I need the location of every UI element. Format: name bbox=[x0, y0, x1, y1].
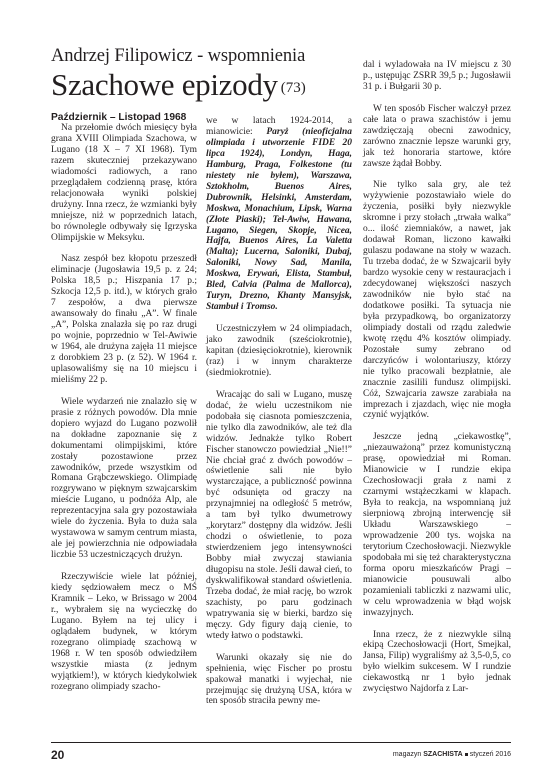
episode-number: (73) bbox=[280, 80, 306, 96]
paragraph: Uczestniczyłem w 24 olimpiadach, jako zawodnik (sześciokrotnie), kapitan (dziesięciokrotnie), kierownik (raz) i w innym charakterze (siedmiokrotnie). bbox=[206, 324, 352, 378]
footer-magazine-info bbox=[393, 751, 511, 758]
paragraph: Warunki okazały się nie do spełnienia, więc Fischer po prostu spakował manatki i wyjechał, nie przejmując się drużyną USA, która w ten sposób straciła pewny me- bbox=[206, 652, 352, 707]
article-header bbox=[51, 46, 321, 101]
title-row bbox=[51, 69, 321, 101]
magazine-name: SZACHISTA bbox=[423, 751, 463, 758]
text-column-2 bbox=[206, 116, 352, 721]
olympiad-cities: Paryż (nieoficjalna olimpiada i utworzenie FIDE 20 lipca 1924), Londyn, Haga, Hamburg, Praga, Folkestone (tu niestety nie byłem), Warszawa, Sztokholm, Buenos Aires, Dubrownik, Helsinki, Amsterdam, Moskwa, Monachium, Lipsk, Warna (Złote Piaski); Tel-Awiw, Hawana, Lugano, Siegen, Skopje, Nicea, Hajfa, Buenos Aires, La Valetta (Malta); Lucerna, Saloniki, Dubaj, Saloniki, Nowy Sad, Manila, Moskwa, Erywań, Elista, Stambuł, Bled, Calvia (Palma de Mallorca), Turyn, Drezno, Khanty Mansyjsk, Stambuł i Tromso. bbox=[206, 126, 352, 313]
paragraph: Nasz zespół bez kłopotu przeszedł eliminacje (Jugosławia 19,5 p. z 24; Polska 18,5 p.; Hiszpania 17 p.; Szkocja 12,5 p. itd.), w których grało 7 zespołów, a dwa pierwsze awansowały do finału „A”. W finale „A”, Polska znalazła się po raz drugi po wojnie, poprzednio w Tel-Awiwie w 1964, ale drużyna zajęła 11 miejsce z dorobkiem 23 p. (z 52). W 1964 r. uplasowaliśmy się na 10 miejscu i mieliśmy 22 p. bbox=[51, 254, 197, 385]
paragraph-text: we w latach 1924-2014, a mianowicie: bbox=[206, 116, 352, 137]
paragraph: Jeszcze jedną „ciekawostkę”, „niezauważoną” przez komunistyczną prasę, opowiedział mi Roman. Mianowicie w I rundzie ekipa Czechosłowacji grała z nami z czarnymi wstążeczkami w klapach. Była to reakcja, na wspomnianą już sierpniową zbrojną interwencję sił Układu Warszawskiego – wprowadzenie 200 tys. wojska na terytorium Czechosłowacji. Niezwykle spodobała mi się też charakterystyczna forma oporu mieszkańców Pragi – mianowicie pousuwali albo pozamieniali tabliczki z nazwami ulic, w celu wprowadzenia w błąd wojsk inwazyjnych. bbox=[363, 432, 511, 618]
paragraph: W ten sposób Fischer walczył przez całe lata o prawa szachistów i jemu zawdzięczają obecni zawodnicy, zarówno znacznie lepsze warunki gry, jak też honoraria startowe, które zawsze żądał Bobby. bbox=[363, 103, 511, 169]
article-title: Szachowe epizody bbox=[51, 67, 278, 102]
separator-square-icon bbox=[465, 753, 468, 756]
dateline: Październik – Listopad 1968 bbox=[51, 112, 187, 123]
magazine-prefix: magazyn bbox=[392, 751, 424, 758]
paragraph: Inna rzecz, że z niezwykle silną ekipą Czechosłowacji (Hort, Smejkal, Jansa, Filip) wygraliśmy aż 3,5-0,5, co było wielkim sukcesem. W I rundzie ciekawostką nr 1 było jednak zwycięstwo Najdorfa z Lar- bbox=[363, 629, 511, 695]
paragraph: Wiele wydarzeń nie znalazło się w prasie z różnych powodów. Dla mnie dopiero wyjazd do Lugano pozwolił na dokładne zapoznanie się z dokumentami olimpijskimi, które zostały pozostawione przez zawodników, przede wszystkim od Romana Grąbczewskiego. Olimpiadę rozgrywano w pięknym szwajcarskim mieście Lugano, u podnóża Alp, ale reprezentacyjna sala gry pozostawiała wiele do życzenia. Była to duża sala wystawowa w samym centrum miasta, ale jej powierzchnia nie odpowiadała liczbie 53 uczestniczących drużyn. bbox=[51, 396, 197, 561]
issue-date: styczeń 2016 bbox=[469, 751, 511, 758]
article-author: Andrzej Filipowicz - wspomnienia bbox=[51, 46, 306, 66]
page-number: 20 bbox=[51, 748, 65, 762]
footer-rule bbox=[51, 742, 511, 743]
paragraph: dal i wyladowała na IV miejscu z 30 p., ustępując ZSRR 39,5 p.; Jugosławii 31 p. i Bułgarii 30 p. bbox=[363, 60, 511, 92]
paragraph: Na przełomie dwóch miesięcy była grana XVIII Olimpiada Szachowa, w Lugano (18 X – 7 XI 1968). Tym razem skuteczniej przekazywano wiadomości radiowych, a rano przeglądałem codzienną prasę, która relacjonowała wyniki polskiej drużyny. Inna rzecz, że wzmianki były mniejsze, niż w poprzednich latach, bo równolegle odbywały się Igrzyska Olimpijskie w Meksyku. bbox=[51, 123, 197, 243]
paragraph bbox=[206, 116, 352, 313]
text-column-1 bbox=[51, 123, 197, 721]
paragraph: Wracając do sali w Lugano, muszę dodać, że wielu uczestnikom nie podobała się ciasnota pomieszczenia, nie tylko dla zawodników, ale też dla widzów. Jednakże tylko Robert Fischer stanowczo powiedział „Nie!!” Nie chciał grać z dwóch powodów – oświetlenie sali nie było wystarczające, a publiczność powinna być odsunięta od graczy na przynajmniej na odległość 5 metrów, a tam był tylko dwumetrowy „korytarz” dostępny dla widzów. Jeśli chodzi o oświetlenie, to poza stwierdzeniem jego intensywności Bobby miał zwyczaj stawiania długopisu na stole. Jeśli dawał cień, to dyskwalifikował standard oświetlenia. Trzeba dodać, że miał rację, bo wzrok szachisty, po paru godzinach wpatrywania się w bierki, bardzo się męczy. Gdy figury dają cienie, to wtedy łatwo o podstawki. bbox=[206, 389, 352, 641]
paragraph: Nie tylko sala gry, ale też wyżywienie pozostawiało wiele do życzenia, posiłki były niezwykle skromne i przy stołach „trwała walka” o... ilość ziemniaków, a nawet, jak dodawał Roman, liczono kawałki gulaszu podawane na stoły w wazach. Tu trzeba dodać, że w Szwajcarii były bardzo wysokie ceny w restauracjach i zdecydowanej większości naszych zawodników nie było stać na dodatkowe posiłki. Ta sytuacja nie była przypadkową, bo organizatorzy olimpiady dostali od rządu zaledwie kwotę rzędu 4% kosztów olimpiady. Pozostałe sumy zebrano od darczyńców i wolontariuszy, którzy nie tylko pracowali bezpłatnie, ale znacznie zasilili fundusz olimpijski. Cóż, Szwajcaria zawsze zarabiała na imprezach i zjazdach, więc nie mogła czynić wyjątków. bbox=[363, 180, 511, 421]
text-column-3 bbox=[363, 60, 511, 728]
paragraph: Rzeczywiście wiele lat później, kiedy sędziowałem mecz o MŚ Kramnik – Leko, w Brissago w 2004 r., wybrałem się na wycieczkę do Lugano. Byłem na tej ulicy i oglądałem budynek, w którym rozegrano olimpiadę szachową w 1968 r. W ten sposób odwiedziłem wszystkie miasta (z jednym wyjątkiem!), w których kiedykolwiek rozegrano olimpiady szacho- bbox=[51, 572, 197, 692]
